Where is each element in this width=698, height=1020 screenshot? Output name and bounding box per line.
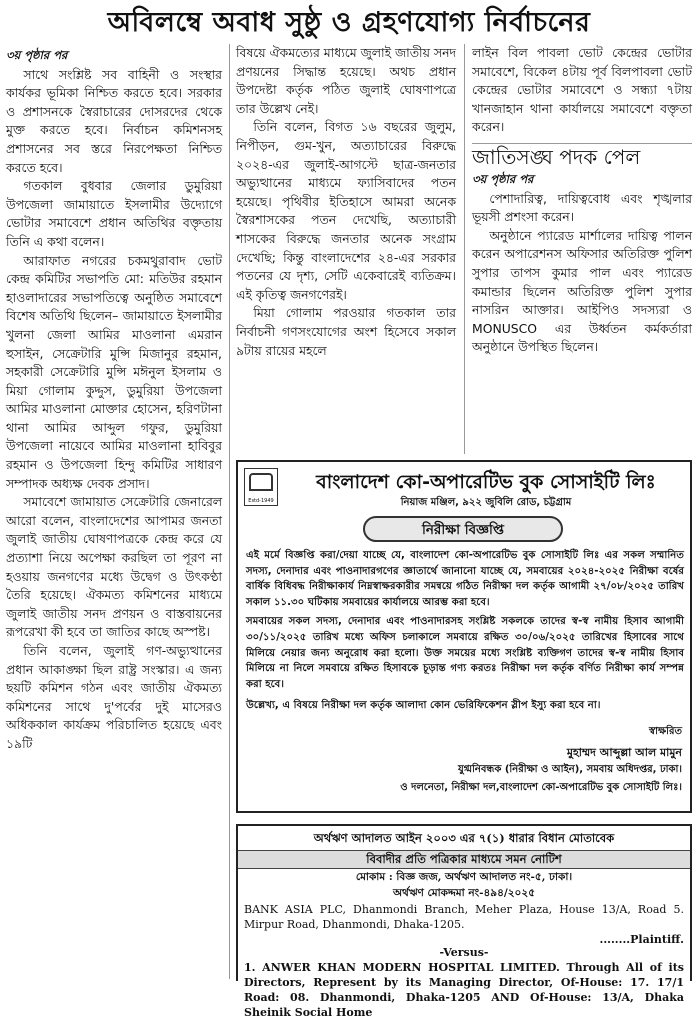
logo-estd: Estd-1949	[248, 498, 274, 504]
court-name: মোকাম : বিজ্ঞ জজ, অর্থঋণ আদালত নং-৫, ঢাকা।	[355, 871, 573, 883]
notice-paragraph: সমবায়ের সকল সদস্য, দেনাদার এবং পাওনাদারসহ সংশ্লিষ্ট সকলকে তাদের স্ব-স্ব নামীয় হিসাব আগামী ৩০/১১/২০২৫ তারিখ মধ্যে অফিস চলাকালে সমবায়ে রক্ষিত ৩০/০৬/২০২৫ তারিখের হিসাবের সাথে মিলিয়ে নেয়ার জন্য অনুরোধ করা হলো। উক্ত সময়ের মধ্যে সংশ্লিষ্ট ব্যক্তিগণ তাদের স্ব-স্ব নামীয় হিসাব মিলিয়ে না নিলে সমবায়ে রক্ষিত হিসাবকে চূড়ান্ত গণ্য করতঃ নিরীক্ষা দল কর্তৃক বর্ণিত নিরীক্ষা কার্য সম্পন্ন করা হবে।	[246, 616, 684, 690]
signatory-role: ও দলনেতা, নিরীক্ষা দল,বাংলাদেশ কো-অপারেটিভ বুক সোসাইটি লিঃ।	[400, 782, 682, 793]
paragraph: পেশাদারিত্ব, দায়িত্ববোধ এবং শৃঙ্খলার ভূয়সী প্রশংসা করেন।	[472, 190, 692, 225]
paragraph: তিনি বলেন, বিগত ১৬ বছরের জুলুম, নিপীড়ন, গুম-খুন, অত্যাচারের বিরুদ্ধে ২০২৪-এর জুলাই-আগস্টে ছাত্র-জনতার অভ্যুত্থানের মাধ্যমে ফ্যাসিবাদের পতন হয়েছে। পৃথিবীর ইতিহাসে আমরা অনেক স্বৈরশাসকের পতন দেখেছি, অত্যাচারী শাসকের বিরুদ্ধে জনতার অনেক সংগ্রাম দেখেছি; কিন্তু বাংলাদেশের ২৪-এর সরকার পতনের যে দৃশ্য, সেটি একেবারেই ব্যতিক্রম। এই কৃতিত্ব জনগণেরই।	[236, 119, 456, 302]
plaintiff-tag: ........Plaintiff.	[599, 933, 684, 946]
notice-title: নিরীক্ষা বিজ্ঞপ্তি	[363, 516, 563, 542]
notice-body	[246, 548, 684, 718]
versus: -Versus-	[439, 946, 489, 959]
signed-label: স্বাক্ষরিত	[649, 726, 682, 737]
sub-headline: জাতিসঙ্ঘ পদক পেল	[472, 144, 641, 169]
column-divider	[464, 44, 465, 454]
org-name: বাংলাদেশ কো-অপারেটিভ বুক সোসাইটি লিঃ	[316, 471, 656, 493]
paragraph: বিষয়ে ঐকমত্যের মাধ্যমে জুলাই জাতীয় সনদ প্রণয়নের সিদ্ধান্ত হয়েছে। অথচ প্রধান উপদেষ্টা কর্তৃক পঠিত জুলাই ঘোষণাপত্রে তার উল্লেখ নেই।	[236, 45, 456, 116]
audit-notice-ad	[236, 460, 692, 813]
book-icon	[249, 473, 273, 491]
column-divider	[229, 44, 230, 979]
paragraph: সমাবেশে জামায়াত সেক্রেটারি জেনারেল আরো বলেন, বাংলাদেশের আপামর জনতা জুলাই জাতীয় ঘোষণাপত্রকে কেন্দ্র করে যে প্রত্যাশা নিয়ে অপেক্ষা করছিল তা পূরণ না হওয়ায় জনগণের মধ্যে উদ্বেগ ও উৎকণ্ঠা তৈরি হয়েছে। ঐকমত্য কমিশনের মাধ্যমে জুলাই জাতীয় সনদ প্রণয়ন ও বাস্তবায়নের রূপরেখা কী হবে তা জাতির কাছে অস্পষ্ট।	[6, 494, 222, 640]
court-summons-ad	[236, 824, 692, 1019]
headline: অবিলম্বে অবাধ সুষ্ঠু ও গ্রহণযোগ্য নির্বাচনের	[107, 7, 591, 38]
case-number: অর্থঋণ মোকদ্দমা নং-৪৯৪/২০২৫	[392, 887, 536, 899]
paragraph: অনুষ্ঠানে প্যারেড মার্শালের দায়িত্ব পালন করেন অপারেশনস অফিসার অতিরিক্ত পুলিশ সুপার তাপস কুমার পাল এবং প্যারেড কমান্ডার ছিলেন অতিরিক্ত পুলিশ সুপার নাসরিন আক্তার। আইপিও সদস্যরা ও MONUSCO এর উর্ধ্বতন কর্মকর্তারা অনুষ্ঠানে উপস্থিত ছিলেন।	[472, 227, 692, 355]
law-line: অর্থঋণ আদালত আইন ২০০৩ এর ৭(১) ধারার বিধান মোতাবেক	[313, 831, 615, 845]
society-logo	[244, 468, 278, 506]
paragraph: লাইন বিল পাবলা ভোট কেন্দ্রের ভোটার সমাবেশে, বিকেল ৪টায় পূর্ব বিলপাবলা ভোট কেন্দ্রের ভোটার সমাবেশে ও সন্ধ্যা ৭টায় খানজাহান থানা কার্যালয়ে সমাবেশে বক্তৃতা করেন।	[472, 45, 692, 135]
summons-title: বিবাদীর প্রতি পত্রিকার মাধ্যমে সমন নোটিশ	[238, 850, 690, 869]
plaintiff: BANK ASIA PLC, Dhanmondi Branch, Meher Plaza, House 13/A, Road 5. Mirpur Road, Dhanmondi, Dhaka-1205.	[244, 903, 684, 931]
article-column-3	[472, 44, 692, 454]
org-address: নিয়াজ মঞ্জিল, ৯২২ জুবিলি রোড, চট্টগ্রাম	[400, 497, 572, 508]
continuation-label: ৩য় পৃষ্ঠার পর	[472, 171, 534, 186]
paragraph: মিয়া গোলাম পরওয়ার গতকাল তার নির্বাচনী গণসংযোগের অংশ হিসেবে সকাল ৯টায় রায়ের মহলে	[236, 305, 456, 358]
notice-paragraph: উল্লেখ্য, এ বিষয়ে নিরীক্ষা দল কর্তৃক আলাদা কোন ভেরিফিকেশন স্লীপ ইস্যু করা হবে না।	[246, 700, 601, 712]
article-column-2	[236, 44, 456, 454]
signatory-name: মুহাম্মদ আব্দুল্লা আল মামুন	[566, 746, 682, 759]
paragraph: আরাফাত নগরের চকমথুরাবাদ ভোট কেন্দ্র কমিটির সভাপতি মো: মতিউর রহমান হাওলাদারের সভাপতিত্বে অনুষ্ঠিত সমাবেশে বিশেষ অতিথি ছিলেন– জামায়াতে ইসলামীর খুলনা জেলা আমির মাওলানা এমরান হুসাইন, সেক্রেটারি মুন্সি মিজানুর রহমান, সহকারী সেক্রেটারি মুন্সি মঈনুল ইসলাম ও মিয়া গোলাম কুদ্দুস, ডুমুরিয়া উপজেলা আমির মাওলানা মোক্তার হোসেন, হরিণটানা থানা আমির আব্দুল গফুর, ডুমুরিয়া উপজেলা নায়েবে আমির মাওলানা হাবিবুর রহমান ও উপজেলা হিন্দু কমিটির সাধারণ সম্পাদক অধ্যক্ষ দেবক প্রসাদ।	[6, 252, 222, 491]
article-column-1	[6, 46, 222, 976]
defendant: 1. ANWER KHAN MODERN HOSPITAL LIMITED. Through All of its Directors, Represent by its Managing Director, Of-House: 17. 17/1 Road: 08. Dhanmondi, Dhaka-1205 AND Of-House: 13/A, Dhaka Sheinik Social Home	[244, 961, 684, 1019]
continuation-label: ৩য় পৃষ্ঠার পর	[6, 48, 68, 62]
paragraph: গতকাল বুধবার জেলার ডুমুরিয়া উপজেলা জামায়াতে ইসলামীর উদ্যোগে ভোটার সমাবেশে প্রধান অতিথির বক্তৃতায় তিনি এ কথা বলেন।	[6, 178, 222, 249]
paragraph: সাথে সংশ্লিষ্ট সব বাহিনী ও সংস্থার কার্যকর ভূমিকা নিশ্চিত করতে হবে। সরকার ও প্রশাসনকে স্বৈরাচারের দোসরদের থেকে মুক্ত করতে হবে। নির্বাচন কমিশনসহ প্রশাসনের সব স্তরে নিরপেক্ষতা নিশ্চিত করতে হবে।	[6, 66, 222, 175]
signatory-title: যুগ্মনিবন্ধক (নিরীক্ষা ও আইন), সমবায় অধিদপ্তর, ঢাকা।	[457, 764, 682, 775]
paragraph: তিনি বলেন, জুলাই গণ-অভ্যুত্থানের প্রধান আকাঙ্ক্ষা ছিল রাষ্ট্র সংস্কার। এ জন্য ছয়টি কমিশন গঠন এবং জাতীয় ঐকমত্য কমিশনের সাথে দু'পর্বের দুই মাসেরও অধিককাল কার্যক্রম পরিচালিত হয়েছে এবং ১৯টি	[6, 643, 222, 751]
notice-paragraph: এই মর্মে বিজ্ঞপ্তি করা/দেয়া যাচ্ছে যে, বাংলাদেশ কো-অপারেটিভ বুক সোসাইটি লিঃ এর সকল সম্মানিত সদস্য, দেনাদার এবং পাওনাদারগণের জ্ঞাতার্থে জানানো যাচ্ছে যে, সমবায়ের ২০২৪-২০২৫ নিরীক্ষা বর্ষের বার্ষিক বিধিবদ্ধ নিরীক্ষাকার্য নিম্নস্বাক্ষরকারীর সমন্বয়ে গঠিত নিরীক্ষা দল কর্তৃক আগামী ২৭/০৮/২০২৫ তারিখ সকাল ১১.৩০ ঘটিকায় সমবায়ের কার্যালয়ে আরম্ভ করা হবে।	[246, 550, 684, 608]
